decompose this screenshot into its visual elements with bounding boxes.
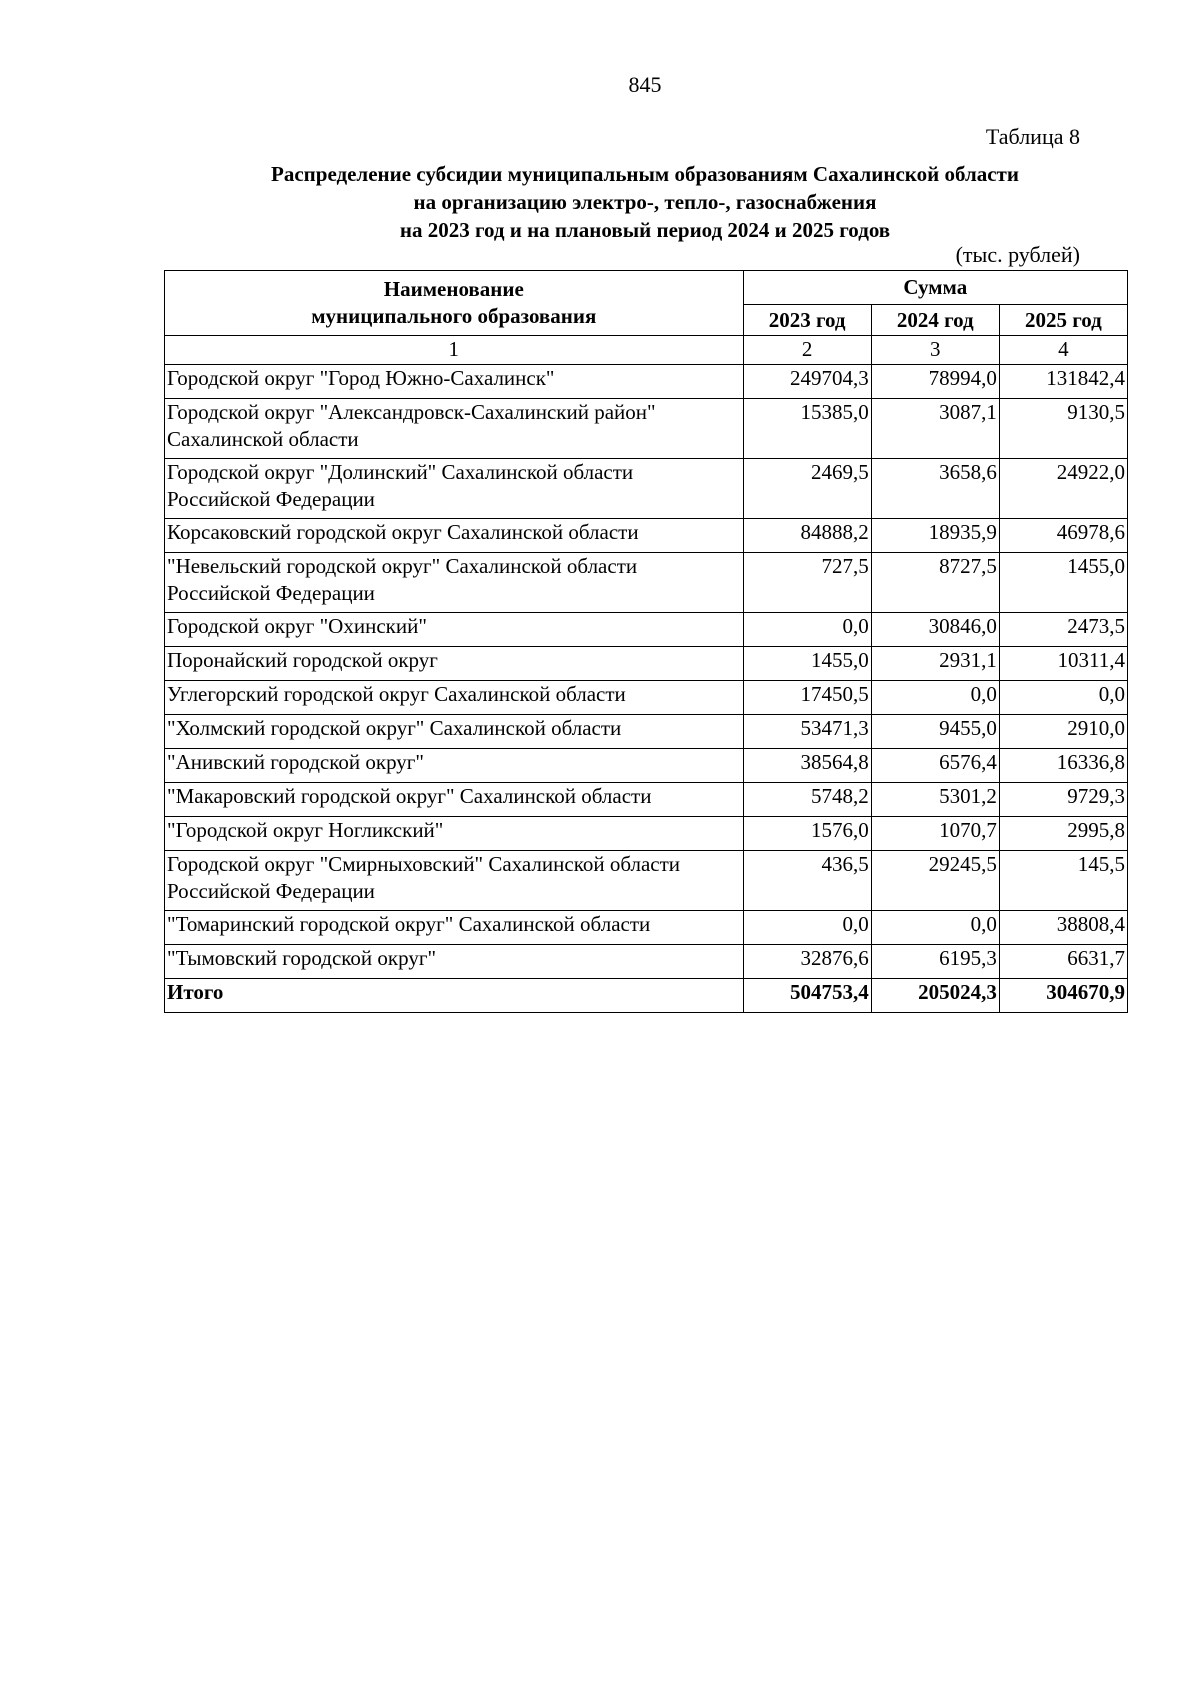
value-2024: 9455,0 (871, 715, 999, 749)
row-name: Городской округ "Александровск-Сахалинский район" Сахалинской области (165, 399, 744, 459)
table-row (165, 945, 1128, 979)
value-2025: 2473,5 (999, 613, 1127, 647)
total-row (165, 979, 1128, 1013)
table-row (165, 817, 1128, 851)
row-name: Углегорский городской округ Сахалинской области (165, 681, 744, 715)
value-2024: 3658,6 (871, 459, 999, 519)
value-2024: 8727,5 (871, 553, 999, 613)
value-2025: 1455,0 (999, 553, 1127, 613)
value-2023: 1455,0 (743, 647, 871, 681)
value-2024: 0,0 (871, 911, 999, 945)
value-2023: 0,0 (743, 613, 871, 647)
table-row (165, 783, 1128, 817)
value-2023: 17450,5 (743, 681, 871, 715)
value-2024: 6195,3 (871, 945, 999, 979)
value-2025: 38808,4 (999, 911, 1127, 945)
table-row (165, 715, 1128, 749)
value-2024: 1070,7 (871, 817, 999, 851)
table-row (165, 459, 1128, 519)
value-2025: 16336,8 (999, 749, 1127, 783)
table-row (165, 399, 1128, 459)
table-row (165, 553, 1128, 613)
value-2025: 2910,0 (999, 715, 1127, 749)
value-2024: 78994,0 (871, 365, 999, 399)
value-2023: 1576,0 (743, 817, 871, 851)
header-year-2023: 2023 год (743, 305, 871, 336)
header-name-line2: муниципального образования (311, 304, 597, 328)
value-2023: 53471,3 (743, 715, 871, 749)
value-2023: 15385,0 (743, 399, 871, 459)
title-line: Распределение субсидии муниципальным образованиям Сахалинской области (271, 162, 1019, 186)
value-2024: 29245,5 (871, 851, 999, 911)
value-2025: 24922,0 (999, 459, 1127, 519)
value-2023: 727,5 (743, 553, 871, 613)
row-name: "Холмский городской округ" Сахалинской области (165, 715, 744, 749)
row-name: Городской округ "Город Южно-Сахалинск" (165, 365, 744, 399)
value-2023: 436,5 (743, 851, 871, 911)
table-row (165, 647, 1128, 681)
value-2025: 0,0 (999, 681, 1127, 715)
value-2024: 2931,1 (871, 647, 999, 681)
row-name: "Невельский городской округ" Сахалинской области Российской Федерации (165, 553, 744, 613)
column-number: 1 (165, 336, 744, 365)
table-row (165, 365, 1128, 399)
total-label: Итого (165, 979, 744, 1013)
header-year-2025: 2025 год (999, 305, 1127, 336)
total-2023: 504753,4 (743, 979, 871, 1013)
value-2025: 9130,5 (999, 399, 1127, 459)
value-2024: 18935,9 (871, 519, 999, 553)
value-2023: 2469,5 (743, 459, 871, 519)
table-row (165, 911, 1128, 945)
value-2025: 145,5 (999, 851, 1127, 911)
column-number: 4 (999, 336, 1127, 365)
total-2025: 304670,9 (999, 979, 1127, 1013)
row-name: Городской округ "Долинский" Сахалинской области Российской Федерации (165, 459, 744, 519)
value-2023: 0,0 (743, 911, 871, 945)
total-2024: 205024,3 (871, 979, 999, 1013)
page-number: 845 (628, 72, 662, 97)
table-row (165, 681, 1128, 715)
value-2025: 9729,3 (999, 783, 1127, 817)
title-line: на 2023 год и на плановый период 2024 и 2025 годов (399, 218, 891, 242)
header-year-2024: 2024 год (871, 305, 999, 336)
table-row (165, 851, 1128, 911)
value-2023: 5748,2 (743, 783, 871, 817)
row-name: Городской округ "Смирныховский" Сахалинской области Российской Федерации (165, 851, 744, 911)
column-number: 2 (743, 336, 871, 365)
value-2023: 38564,8 (743, 749, 871, 783)
document-title (165, 160, 1125, 244)
header-name (165, 271, 744, 336)
header-sum: Сумма (743, 271, 1127, 305)
value-2024: 6576,4 (871, 749, 999, 783)
header-name-line1: Наименование (383, 277, 524, 301)
value-2023: 84888,2 (743, 519, 871, 553)
value-2024: 30846,0 (871, 613, 999, 647)
table-row (165, 519, 1128, 553)
row-name: "Томаринский городской округ" Сахалинской области (165, 911, 744, 945)
row-name: "Тымовский городской округ" (165, 945, 744, 979)
subsidy-table (164, 270, 1128, 1013)
row-name: "Анивский городской округ" (165, 749, 744, 783)
value-2025: 46978,6 (999, 519, 1127, 553)
value-2025: 2995,8 (999, 817, 1127, 851)
value-2025: 131842,4 (999, 365, 1127, 399)
table-row (165, 749, 1128, 783)
value-2025: 10311,4 (999, 647, 1127, 681)
units-label: (тыс. рублей) (955, 242, 1080, 267)
row-name: Городской округ "Охинский" (165, 613, 744, 647)
value-2023: 249704,3 (743, 365, 871, 399)
value-2024: 5301,2 (871, 783, 999, 817)
value-2023: 32876,6 (743, 945, 871, 979)
row-name: Корсаковский городской округ Сахалинской области (165, 519, 744, 553)
row-name: "Макаровский городской округ" Сахалинской области (165, 783, 744, 817)
table-caption: Таблица 8 (985, 124, 1080, 149)
value-2025: 6631,7 (999, 945, 1127, 979)
row-name: "Городской округ Ногликский" (165, 817, 744, 851)
column-number: 3 (871, 336, 999, 365)
value-2024: 0,0 (871, 681, 999, 715)
value-2024: 3087,1 (871, 399, 999, 459)
row-name: Поронайский городской округ (165, 647, 744, 681)
title-line: на организацию электро-, тепло-, газоснабжения (413, 190, 877, 214)
table-row (165, 613, 1128, 647)
